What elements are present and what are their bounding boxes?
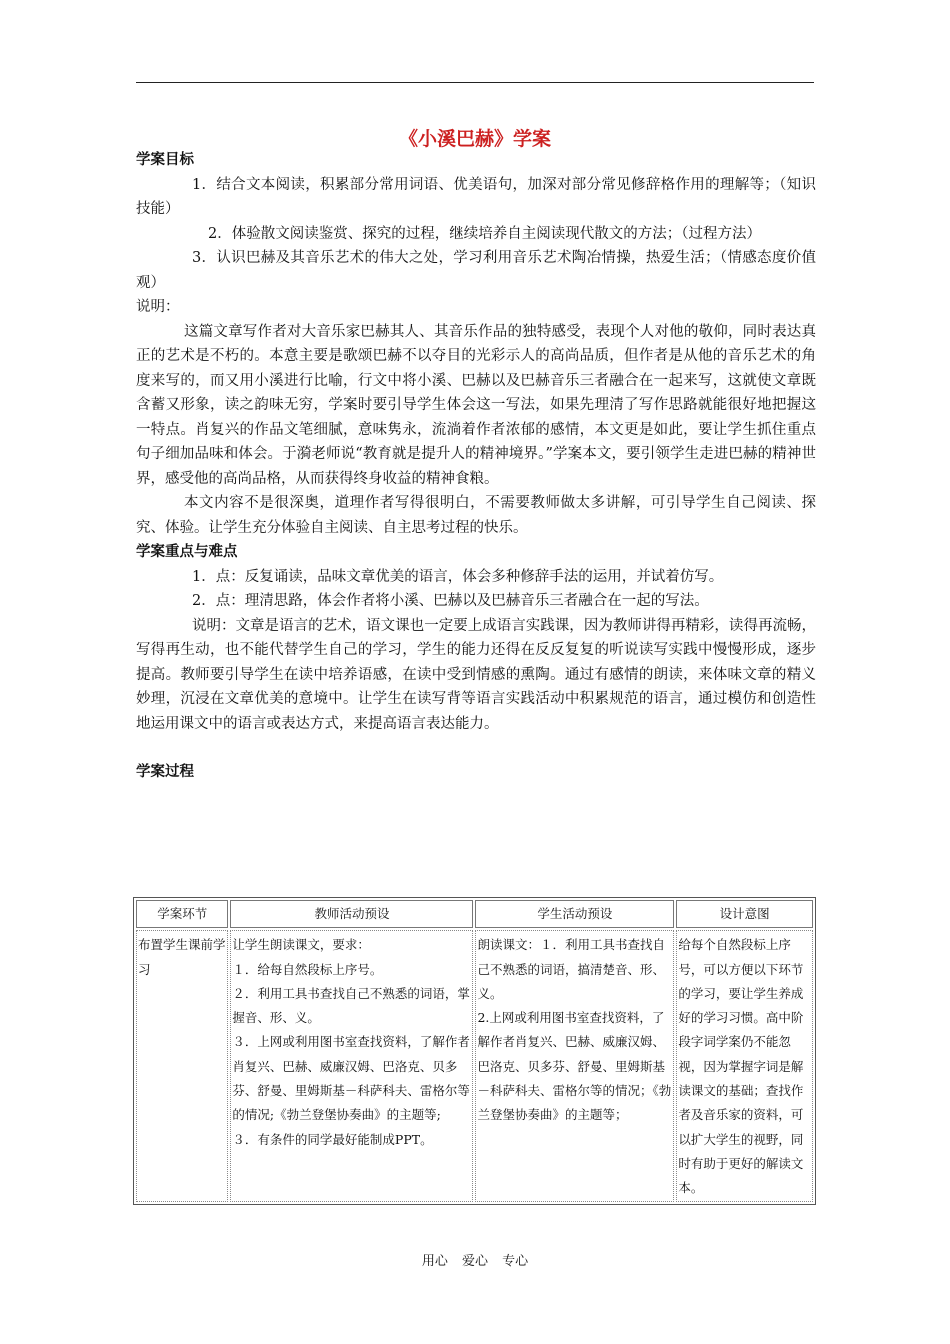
teacher-line: ３．有条件的同学最好能制成PPT。 bbox=[232, 1131, 433, 1147]
table-header-row bbox=[136, 900, 813, 928]
process-table bbox=[133, 897, 816, 1205]
page-footer: 用心 爱心 专心 bbox=[421, 1254, 529, 1269]
focus-heading: 学案重点与难点 bbox=[136, 544, 238, 560]
student-line: 2.上网或利用图书室查找资料，了解作者肖复兴、巴赫、威廉汉姆、巴洛克、贝多芬、舒曼、里姆斯基－科萨科夫、雷格尔等的情况；《勃兰登堡协奏曲》的主题等； bbox=[477, 1010, 672, 1123]
teacher-line: 让学生朗读课文，要求： bbox=[232, 937, 370, 953]
goal-item: 3．认识巴赫及其音乐艺术的伟大之处，学习利用音乐艺术陶冶情操，热爱生活；（情感态度价值观） bbox=[136, 250, 816, 291]
column-header: 设计意图 bbox=[676, 900, 813, 928]
stage-cell: 布置学生课前学习 bbox=[136, 930, 228, 1201]
intent-cell: 给每个自然段标上序号，可以方便以下环节的学习，要让学生养成好的学习习惯。高中阶段字词学案仍不能忽视，因为掌握字词是解读课文的基础；查找作者及音乐家的资料，可以扩大学生的视野，同时有助于更好的解读文本。 bbox=[676, 930, 813, 1201]
focus-item: 2．点：理清思路，体会作者将小溪、巴赫以及巴赫音乐三者融合在一起的写法。 bbox=[192, 593, 709, 609]
teacher-line: ３．上网或利用图书室查找资料，了解作者肖复兴、巴赫、威廉汉姆、巴洛克、贝多芬、舒曼、里姆斯基－科萨科夫、雷格尔等的情况;《勃兰登堡协奏曲》的主题等; bbox=[232, 1034, 470, 1123]
table-row bbox=[136, 930, 813, 1201]
document-title: 《小溪巴赫》学案 bbox=[398, 128, 551, 150]
note-paragraph: 本文内容不是很深奥，道理作者写得很明白，不需要教师做太多讲解，可引导学生自己阅读、探究、体验。让学生充分体验自主阅读、自主思考过程的快乐。 bbox=[136, 495, 816, 536]
note-label: 说明： bbox=[136, 299, 180, 315]
teacher-line: １．给每自然段标上序号。 bbox=[232, 961, 383, 977]
goal-item: 1．结合文本阅读，积累部分常用词语、优美语句，加深对部分常见修辞格作用的理解等；（知识技能） bbox=[136, 176, 816, 217]
focus-note: 说明：文章是语言的艺术，语文课也一定要上成语言实践课，因为教师讲得再精彩，读得再流畅，写得再生动，也不能代替学生自己的学习，学生的能力还得在反反复复的听说读写实践中慢慢形成，逐步提高。教师要引导学生在读中培养语感，在读中受到情感的熏陶。通过有感情的朗读，来体味文章的精义妙理，沉浸在文章优美的意境中。让学生在读写背等语言实践活动中积累规范的语言，通过模仿和创造性地运用课文中的语言或表达方式，来提高语言表达能力。 bbox=[136, 617, 816, 732]
focus-item: 1．点：反复诵读，品味文章优美的语言，体会多种修辞手法的运用，并试着仿写。 bbox=[192, 568, 724, 585]
student-line: 朗读课文：１．利用工具书查找自己不熟悉的词语，搞清楚音、形、义。 bbox=[477, 937, 665, 1001]
teacher-cell bbox=[230, 930, 473, 1201]
note-paragraph: 这篇文章写作者对大音乐家巴赫其人、其音乐作品的独特感受，表现个人对他的敬仰，同时表达真正的艺术是不朽的。本意主要是歌颂巴赫不以夺目的光彩示人的高尚品质，但作者是从他的音乐艺术的角度来写的，而又用小溪进行比喻，行文中将小溪、巴赫以及巴赫音乐三者融合在一起来写，这就使文章既含蓄又形象，读之韵味无穷，学案时要引导学生体会这一写法，如果先理清了写作思路就能很好地把握这一特点。肖复兴的作品文笔细腻，意味隽永，流淌着作者浓郁的感情，本文更是如此，要让学生抓住重点句子细加品味和体会。于漪老师说“教育就是提升人的精神境界。”学案本文，要引领学生走进巴赫的精神世界，感受他的高尚品格，从而获得终身收益的精神食粮。 bbox=[136, 323, 816, 487]
column-header: 学案环节 bbox=[136, 900, 228, 928]
student-cell bbox=[475, 930, 674, 1201]
document-body bbox=[136, 148, 816, 785]
teacher-line: ２．利用工具书查找自己不熟悉的词语，掌握音、形、义。 bbox=[232, 985, 470, 1026]
process-heading: 学案过程 bbox=[136, 764, 194, 780]
column-header: 教师活动预设 bbox=[230, 900, 473, 928]
column-header: 学生活动预设 bbox=[475, 900, 674, 928]
goal-item: 2．体验散文阅读鉴赏、探究的过程，继续培养自主阅读现代散文的方法；（过程方法） bbox=[208, 225, 761, 242]
goals-heading: 学案目标 bbox=[136, 152, 194, 168]
header-rule bbox=[136, 82, 814, 83]
